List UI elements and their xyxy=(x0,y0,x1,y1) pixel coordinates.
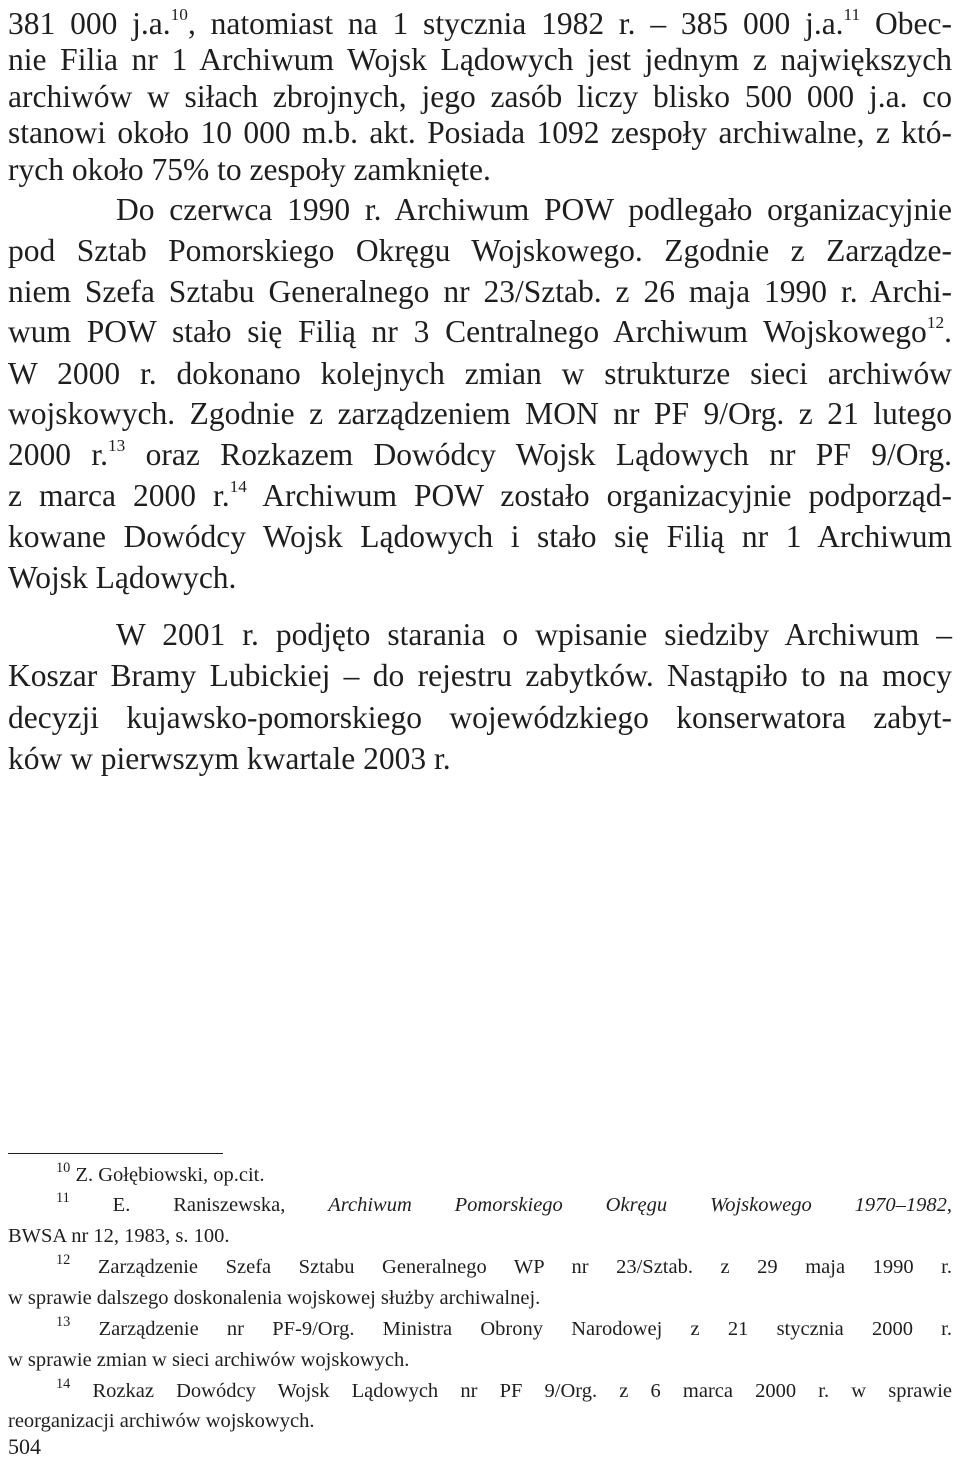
footnote-ref: 11 xyxy=(843,5,861,25)
body-text-line: Wojsk Lądowych. xyxy=(8,560,237,595)
body-text-line: decyzji kujawsko-pomorskiego wojewódzkiego konserwatora zabyt- xyxy=(8,700,952,735)
footnote-number: 12 xyxy=(56,1252,71,1269)
footnote-line: $^{10}$ Z. Gołębiowski, op.cit. xyxy=(56,1160,265,1186)
cited-title: Archiwum Pomorskiego Okręgu Wojskowego 1970–1982 xyxy=(328,1194,947,1216)
footnote-line: reorganizacji archiwów wojskowych. xyxy=(8,1410,315,1432)
footnote-line: BWSA nr 12, 1983, s. 100. xyxy=(8,1225,230,1247)
body-text-line: W 2001 r. podjęto starania o wpisanie siedziby Archiwum – xyxy=(116,617,952,652)
footnote-ref: 10 xyxy=(170,5,188,25)
footnote-number: 14 xyxy=(56,1376,71,1393)
footnote-number: 13 xyxy=(56,1314,71,1331)
footnote-ref: 13 xyxy=(108,436,126,456)
footnote-line: $^{14}$ Rozkaz Dowódcy Wojsk Lądowych nr PF 9/Org. z 6 marca 2000 r. w sprawie xyxy=(56,1376,952,1402)
page-number: 504 xyxy=(8,1434,41,1459)
footnote-number: 10 xyxy=(56,1160,71,1177)
body-text-line: niem Szefa Sztabu Generalnego nr 23/Sztab. z 26 maja 1990 r. Archi- xyxy=(8,274,952,309)
body-text-line: archiwów w siłach zbrojnych, jego zasób liczy blisko 500 000 j.a. co xyxy=(8,79,952,114)
body-text-line: nie Filia nr 1 Archiwum Wojsk Lądowych jest jednym z największych xyxy=(8,42,952,77)
body-text-line: kowane Dowódcy Wojsk Lądowych i stało się Filią nr 1 Archiwum xyxy=(8,519,952,554)
body-text-line: W 2000 r. dokonano kolejnych zmian w strukturze sieci archiwów xyxy=(8,356,952,391)
footnote-line: w sprawie zmian w sieci archiwów wojskowych. xyxy=(8,1349,410,1371)
body-text-line: 381 000 j.a.$^{10}$, natomiast na 1 stycznia 1982 r. – 385 000 j.a.$^{11}$ Obec- xyxy=(8,5,952,41)
footnote-line: $^{13}$ Zarządzenie nr PF-9/Org. Ministra Obrony Narodowej z 21 stycznia 2000 r. xyxy=(56,1314,952,1340)
footnote-ref: 14 xyxy=(229,477,247,497)
body-text-line: rych około 75% to zespoły zamknięte. xyxy=(8,152,491,187)
body-text-line: ków w pierwszym kwartale 2003 r. xyxy=(8,741,451,776)
body-text-line: pod Sztab Pomorskiego Okręgu Wojskowego. Zgodnie z Zarządze- xyxy=(8,233,952,268)
body-text-line: stanowi około 10 000 m.b. akt. Posiada 1092 zespoły archiwalne, z któ- xyxy=(8,115,952,150)
footnote-line: w sprawie dalszego doskonalenia wojskowej służby archiwalnej. xyxy=(8,1287,541,1309)
body-text-line: 2000 r.$^{13}$ oraz Rozkazem Dowódcy Wojsk Lądowych nr PF 9/Org. xyxy=(8,436,952,472)
body-text-line: Koszar Bramy Lubickiej – do rejestru zabytków. Nastąpiło to na mocy xyxy=(8,658,952,693)
body-text-line: wum POW stało się Filią nr 3 Centralnego Archiwum Wojskowego$^{12}$. xyxy=(8,313,952,349)
body-text-line: Do czerwca 1990 r. Archiwum POW podlegało organizacyjnie xyxy=(116,192,952,227)
footnote-line: $^{12}$ Zarządzenie Szefa Sztabu Generalnego WP nr 23/Sztab. z 29 maja 1990 r. xyxy=(56,1252,952,1278)
footnote-line: $^{11}$ E. Raniszewska, Archiwum Pomorskiego Okręgu Wojskowego 1970–1982, xyxy=(56,1190,953,1216)
footnote-ref: 12 xyxy=(926,313,945,333)
footnote-number: 11 xyxy=(56,1190,70,1207)
footnote-separator xyxy=(8,1153,223,1154)
body-text-line: z marca 2000 r.$^{14}$ Archiwum POW zostało organizacyjnie podporząd- xyxy=(8,477,952,513)
body-text-line: wojskowych. Zgodnie z zarządzeniem MON nr PF 9/Org. z 21 lutego xyxy=(8,396,952,431)
